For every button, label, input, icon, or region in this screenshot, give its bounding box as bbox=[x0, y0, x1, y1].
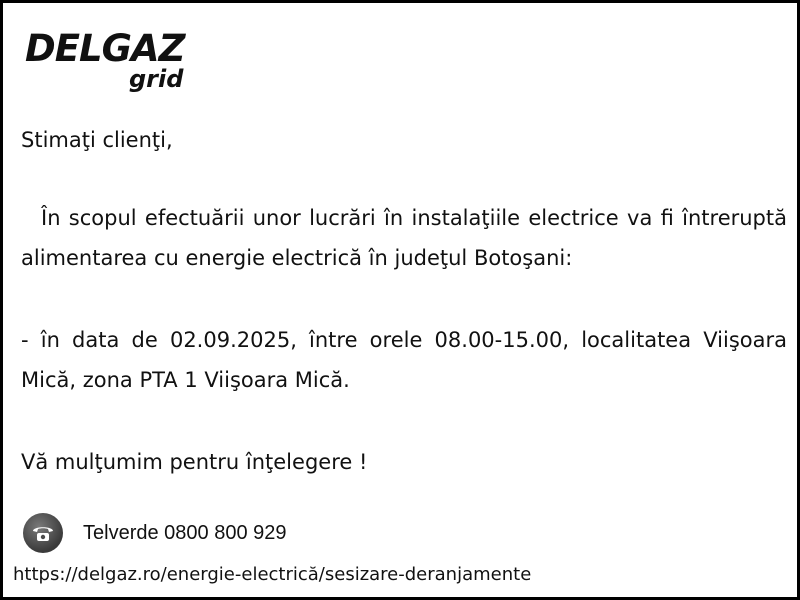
logo-subtitle: grid bbox=[129, 65, 184, 93]
logo-wordmark: DELGAZ bbox=[25, 27, 185, 70]
hotline-number: Telverde 0800 800 929 bbox=[83, 521, 287, 544]
delgaz-grid-logo bbox=[25, 27, 205, 99]
greeting-text: Stimaţi clienţi, bbox=[21, 128, 173, 152]
outage-intro-text: În scopul efectuării unor lucrări în instalaţiile electrice va fi întreruptă alimentarea cu energie electrică în judeţul Botoşani: bbox=[21, 206, 787, 270]
thanks-text: Vă mulţumim pentru înţelegere ! bbox=[21, 450, 368, 474]
phone-icon bbox=[23, 513, 63, 553]
outage-details-text: - în data de 02.09.2025, între orele 08.00-15.00, localitatea Viişoara Mică, zona PTA 1 Viişoara Mică. bbox=[21, 328, 787, 392]
hotline-row bbox=[23, 513, 287, 553]
report-outage-link[interactable]: https://delgaz.ro/energie-electrică/sesizare-deranjamente bbox=[13, 564, 532, 585]
